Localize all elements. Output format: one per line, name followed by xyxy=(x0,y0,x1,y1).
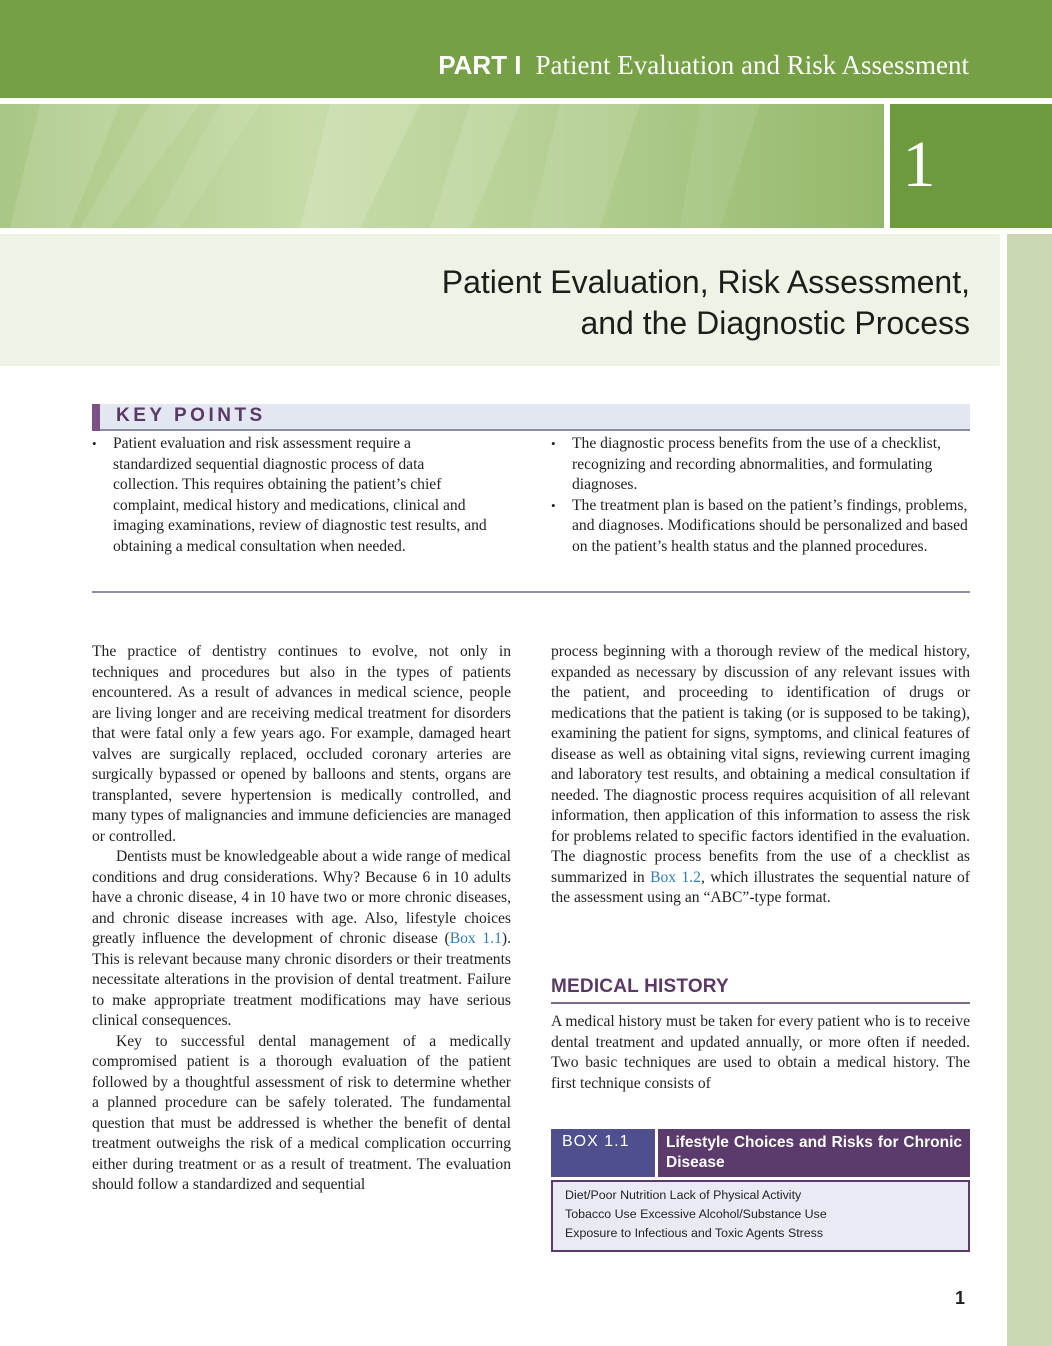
key-point-item: • Patient evaluation and risk assessment require a standardized sequential diagnostic process of data collection. This requires obtaining the patient’s chief complaint, medical history and medications, clinical and imaging examinations, review of diagnostic test results, and obtaining a medical consultation when needed. xyxy=(92,434,492,558)
decorative-stripes xyxy=(0,104,884,228)
key-point-item: • The treatment plan is based on the patient’s findings, problems, and diagnoses. Modifications should be personalized and based on the patient’s health status and the planned procedures. xyxy=(551,496,971,558)
box-line: Tobacco Use Excessive Alcohol/Substance Use xyxy=(565,1207,827,1221)
box-title: Lifestyle Choices and Risks for Chronic Disease xyxy=(658,1129,970,1177)
part-title: Patient Evaluation and Risk Assessment xyxy=(535,50,969,80)
key-points-rule xyxy=(92,591,970,593)
box-label: BOX 1.1 xyxy=(551,1129,655,1177)
body-text: process beginning with a thorough review of the medical history, expanded as necessary by discussion of any relevant issues with the patient, and proceeding to identification of drugs or medications that the patient is taking (or is supposed to be taking), examining the patient for signs, symptoms, and clinical features of disease as well as obtaining vital signs, reviewing current imaging and laboratory test results, and obtaining a medical consultation if needed. The diagnostic process requires acquisition of all relevant information, then application of this information to assess the risk for problems related to specific factors identified in the evaluation. The diagnostic process benefits from the use of a checklist as summarized in xyxy=(551,643,970,886)
section-heading-medical-history: MEDICAL HISTORY xyxy=(551,976,970,1004)
box-1-1-body xyxy=(551,1180,970,1252)
decorative-band xyxy=(0,104,884,228)
key-points-title: KEY POINTS xyxy=(116,405,266,426)
body-text: ). This is relevant because many chronic disorders or their treatments necessitate alterations in the provision of dental treatment. Failure to make appropriate treatment modifications may have serious clinical consequences. xyxy=(92,930,511,1029)
page-number: 1 xyxy=(955,1288,966,1308)
key-points-right xyxy=(551,434,971,558)
chapter-number-box xyxy=(890,104,1052,228)
chapter-title-line-1: Patient Evaluation, Risk Assessment, xyxy=(441,264,970,300)
body-paragraph: The practice of dentistry continues to evolve, not only in techniques and procedures but also in the types of patients encountered. As a result of advances in medical science, people are living longer and are receiving medical treatment for disorders that were fatal only a few years ago. For example, damaged heart valves are surgically replaced, occluded coronary arteries are surgically bypassed or opened by balloons and stents, organs are transplanted, severe hypertension is medically controlled, and many types of malignancies and immune deficiencies are managed or controlled. xyxy=(92,643,511,845)
box-1-2-link[interactable]: Box 1.2 xyxy=(650,868,701,886)
body-column-right-lower xyxy=(551,1012,970,1094)
body-column-right xyxy=(551,642,970,909)
chapter-number: 1 xyxy=(902,128,936,201)
key-point-item: • The diagnostic process benefits from the use of a checklist, recognizing and recording abnormalities, and formulating diagnoses. xyxy=(551,434,971,496)
body-column-left xyxy=(92,642,511,1196)
part-label: PART I xyxy=(438,50,522,80)
body-paragraph xyxy=(92,847,511,1032)
box-1-1-header xyxy=(551,1129,970,1177)
box-line: Exposure to Infectious and Toxic Agents Stress xyxy=(565,1226,824,1240)
body-text: Dentists must be knowledgeable about a wide range of medical conditions and drug considerations. Why? Because 6 in 10 adults have a chronic disease, 4 in 10 have two or more chronic diseases, and chronic disease increases with age. Also, lifestyle choices greatly influence the development of chronic disease ( xyxy=(92,848,511,947)
key-points-left xyxy=(92,434,492,558)
key-points-header xyxy=(92,404,970,431)
chapter-title-line-2: and the Diagnostic Process xyxy=(580,305,970,341)
key-points-accent xyxy=(92,404,100,431)
part-heading xyxy=(438,50,969,81)
body-paragraph: Key to successful dental management of a medically compromised patient is a thorough evaluation of the patient followed by a thoughtful assessment of risk to determine whether a planned procedure can be safely tolerated. The fundamental question that must be addressed is whether the benefit of dental treatment outweighs the risk of a medical complication occurring either during treatment or as a result of treatment. The evaluation should follow a standardized and sequential xyxy=(92,1032,511,1193)
box-line: Diet/Poor Nutrition Lack of Physical Activity xyxy=(565,1188,802,1202)
body-text: , which illustrates the sequential nature of the assessment using an “ABC”-type format. xyxy=(551,868,970,906)
chapter-title xyxy=(442,262,970,344)
body-paragraph xyxy=(551,642,970,909)
part-banner xyxy=(0,0,1052,98)
box-1-1-link[interactable]: Box 1.1 xyxy=(449,930,502,947)
body-paragraph: A medical history must be taken for every patient who is to receive dental treatment and updated annually, or more often if needed. Two basic techniques are used to obtain a medical history. The first technique consists of xyxy=(551,1013,970,1092)
side-strip xyxy=(1007,234,1052,1346)
